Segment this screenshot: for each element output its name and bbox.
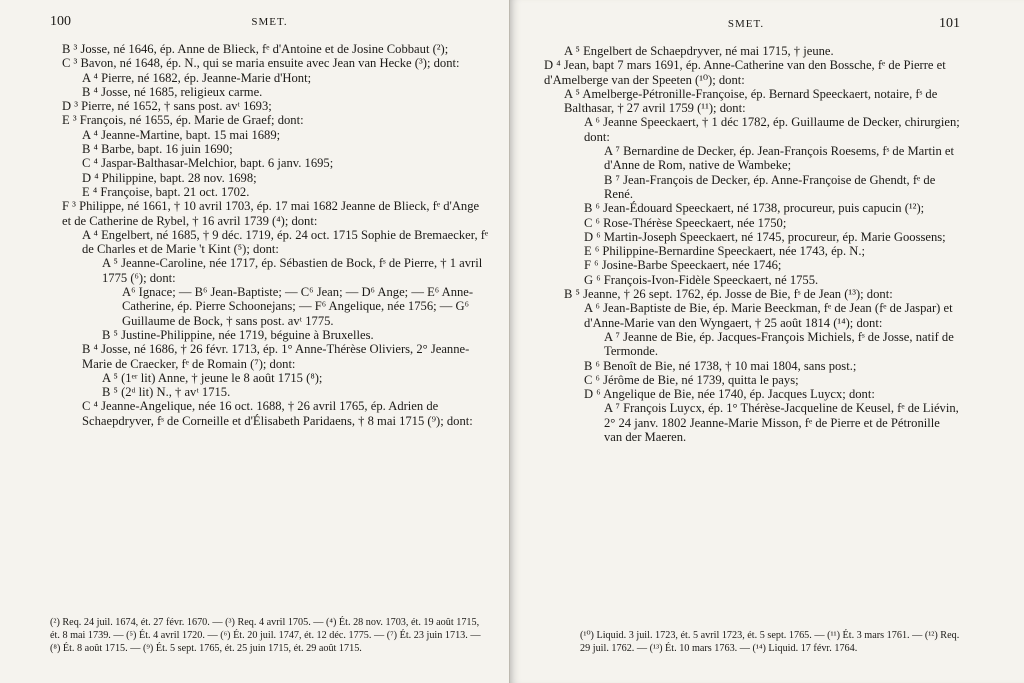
genealogy-entry: A ⁶ Jean-Baptiste de Bie, ép. Marie Beeckman, fᵉ de Jean (fᵉ de Jaspar) et d'Anne-Marie van den Wyngaert, † 25 août 1814 (¹⁴); dont: [584,301,953,330]
genealogy-entry: D ⁴ Jean, bapt 7 mars 1691, ép. Anne-Catherine van den Bossche, fᵉ de Pierre et d'Amelberge van der Speeten (¹⁰); dont: [544,58,946,87]
genealogy-entry: F ⁶ Josine-Barbe Speeckaert, née 1746; [584,258,782,273]
genealogy-entry: A ⁶ Jeanne Speeckaert, † 1 déc 1782, ép. Guillaume de Decker, chirurgien; dont: [584,115,960,144]
right-page-header [532,18,960,36]
genealogy-entry: B ⁶ Jean-Édouard Speeckaert, né 1738, procureur, puis capucin (¹²); [584,201,925,216]
left-page-body [50,42,489,428]
genealogy-entry: C ⁶ Rose-Thérèse Speeckaert, née 1750; [584,215,787,230]
genealogy-entry: A⁶ Ignace; — B⁶ Jean-Baptiste; — C⁶ Jean; — D⁶ Ange; — E⁶ Anne-Catherine, ép. Pierre Schoonejans; — F⁶ Angelique, née 1756; — G⁶ Guillaume de Bock, † sans post. avᵗ 1775. [122,285,474,328]
genealogy-entry: B ⁴ Barbe, bapt. 16 juin 1690; [82,142,233,157]
right-footnotes: (¹⁰) Liquid. 3 juil. 1723, ét. 5 avril 1723, ét. 5 sept. 1765. — (¹¹) Ét. 3 mars 1761. — (¹²) Req. 29 juil. 1762. — (¹³) Ét. 10 mars 1763. — (¹⁴) Liquid. 17 févr. 1764. [580,630,960,654]
genealogy-entry: D ⁶ Angelique de Bie, née 1740, ép. Jacques Luycx; dont: [584,387,875,402]
page-number-right: 101 [939,16,960,31]
genealogy-entry: A ⁴ Jeanne-Martine, bapt. 15 mai 1689; [82,127,281,142]
genealogy-entry: B ⁵ (2ᵈ lit) N., † avᵗ 1715. [102,385,231,400]
running-title-right: SMET. [727,18,765,30]
genealogy-entry: D ⁴ Philippine, bapt. 28 nov. 1698; [82,170,257,185]
genealogy-entry: A ⁴ Engelbert, né 1685, † 9 déc. 1719, ép. 24 oct. 1715 Sophie de Bremaecker, fᵉ de Charles et de Marie 't Kint (⁵); dont: [82,227,489,257]
genealogy-entry: E ⁶ Philippine-Bernardine Speeckaert, née 1743, ép. N.; [584,244,866,259]
page-number-left: 100 [50,14,71,29]
genealogy-entry: A ⁷ François Luycx, ép. 1° Thérèse-Jacqueline de Keusel, fᵉ de Liévin, 2° 24 janv. 1802 Jeanne-Marie Misson, fᵉ de Pierre et de Pétronille van der Maeren. [604,401,959,445]
genealogy-entry: A ⁷ Bernardine de Decker, ép. Jean-François Roesems, fˢ de Martin et d'Anne de Rom, native de Wambeke; [604,144,954,173]
right-page-body [532,44,960,444]
genealogy-entry: G ⁶ François-Ivon-Fidèle Speeckaert, né 1755. [584,272,819,287]
genealogy-entry: E ⁴ Françoise, bapt. 21 oct. 1702. [82,184,250,199]
left-page [0,0,510,683]
genealogy-entry: C ³ Bavon, né 1648, ép. N., qui se maria ensuite avec Jean van Hecke (³); dont: [62,56,460,71]
right-page [510,0,1024,683]
genealogy-entry: A ⁵ Amelberge-Pétronille-Françoise, ép. Bernard Speeckaert, notaire, fˢ de Balthasar, † 27 avril 1759 (¹¹); dont: [564,86,938,116]
genealogy-entry: A ⁵ (1ᵉʳ lit) Anne, † jeune le 8 août 1715 (⁸); [102,370,323,385]
genealogy-entry: E ³ François, né 1655, ép. Marie de Graef; dont: [62,113,304,128]
genealogy-entry: F ³ Philippe, né 1661, † 10 avril 1703, ép. 17 mai 1682 Jeanne de Blieck, fᵉ d'Ange et de Catherine de Rybel, † 16 avril 1739 (⁴); dont: [62,199,480,228]
genealogy-entry: B ⁷ Jean-François de Decker, ép. Anne-Françoise de Ghendt, fᵉ de René. [604,172,936,201]
genealogy-entry: B ⁵ Justine-Philippine, née 1719, béguine à Bruxelles. [102,327,374,342]
genealogy-entry: D ³ Pierre, né 1652, † sans post. avᵗ 1693; [62,99,272,114]
genealogy-entry: A ⁵ Jeanne-Caroline, née 1717, ép. Sébastien de Bock, fˢ de Pierre, † 1 avril 1775 (⁶); dont: [102,256,483,285]
genealogy-entry: C ⁴ Jeanne-Angelique, née 16 oct. 1688, † 26 avril 1765, ép. Adrien de Schaepdryver, fˢ de Corneille et d'Élisabeth Paridaens, † 8 mai 1715 (⁹); dont: [82,399,473,428]
genealogy-entry: A ⁴ Pierre, né 1682, ép. Jeanne-Marie d'Hont; [82,70,312,85]
running-title-left: SMET. [251,16,288,28]
genealogy-entry: B ⁴ Josse, né 1686, † 26 févr. 1713, ép. 1° Anne-Thérèse Oliviers, 2° Jeanne-Marie de Craecker, fᵉ de Romain (⁷); dont: [82,342,470,371]
genealogy-entry: A ⁷ Jeanne de Bie, ép. Jacques-François Michiels, fˢ de Josse, natif de Termonde. [604,329,954,359]
genealogy-entry: B ⁴ Josse, né 1685, religieux carme. [82,84,263,99]
genealogy-entry: A ⁵ Engelbert de Schaepdryver, né mai 1715, † jeune. [564,44,834,58]
genealogy-entry: C ⁴ Jaspar-Balthasar-Melchior, bapt. 6 janv. 1695; [82,156,334,171]
left-footnotes: (²) Req. 24 juil. 1674, ét. 27 févr. 1670. — (³) Req. 4 avril 1705. — (⁴) Ét. 28 nov. 1703, ét. 19 août 1715, ét. 8 mai 1739. — (⁵) Ét. 4 avril 1720. — (⁶) Ét. 20 juil. 1747, ét. 12 déc. 1775. — (⁷) Ét. 23 juin 1713. — (⁸) Ét. 8 août 1715. — (⁹) Ét. 5 sept. 1765, ét. 25 juin 1715, ét. 29 août 1715. [50,617,481,654]
genealogy-entry: D ⁶ Martin-Joseph Speeckaert, né 1745, procureur, ép. Marie Goossens; [584,229,946,244]
genealogy-entry: B ⁶ Benoît de Bie, né 1738, † 10 mai 1804, sans post.; [584,358,857,373]
genealogy-entry: B ³ Josse, né 1646, ép. Anne de Blieck, fᵉ d'Antoine et de Josine Cobbaut (²); [62,42,449,56]
genealogy-entry: C ⁶ Jérôme de Bie, né 1739, quitta le pays; [584,372,799,387]
left-page-header [50,16,489,34]
genealogy-entry: B ⁵ Jeanne, † 26 sept. 1762, ép. Josse de Bie, fˢ de Jean (¹³); dont: [564,287,893,302]
